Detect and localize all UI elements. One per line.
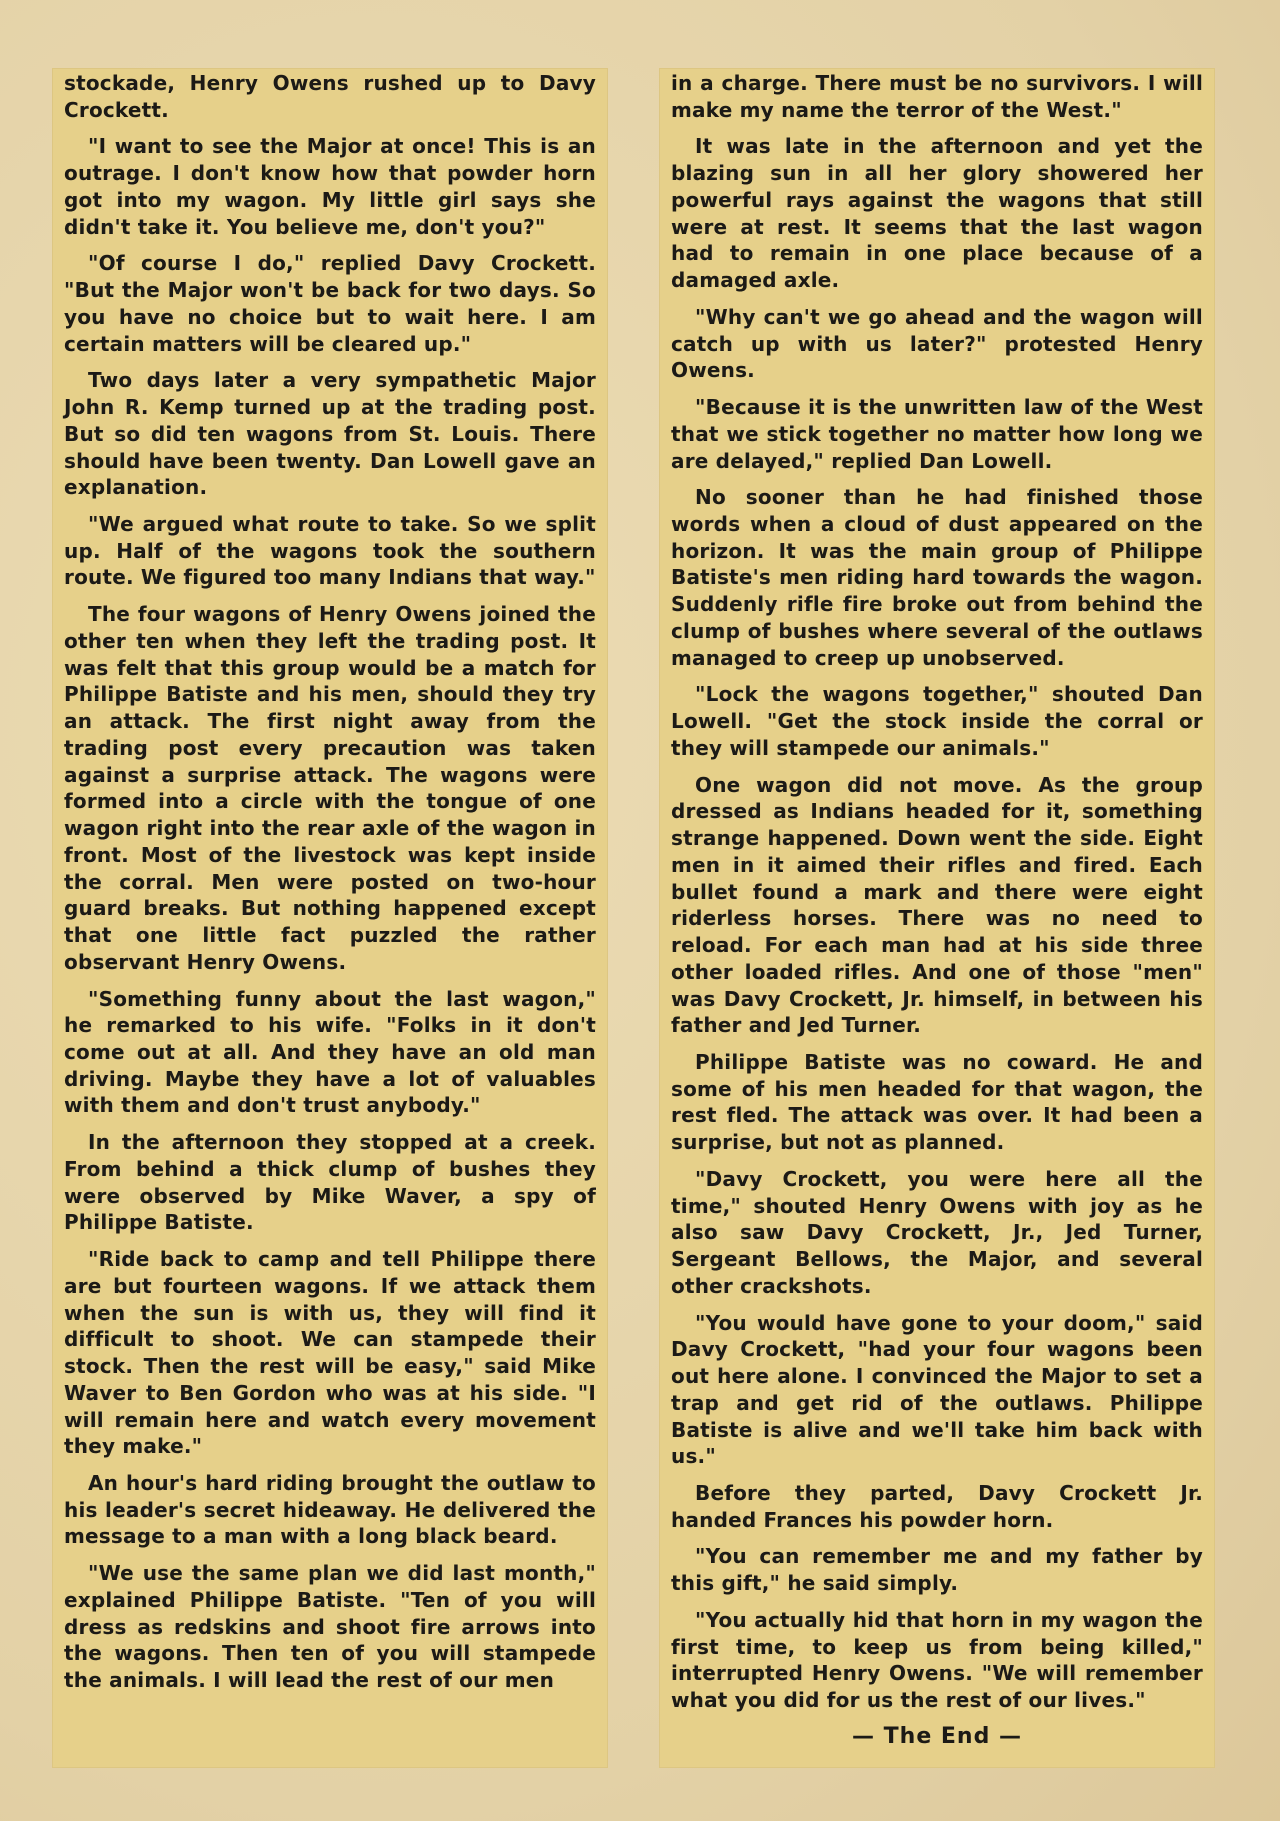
the-end-mark: — The End — xyxy=(851,1723,1022,1749)
paragraph: "Davy Crockett, you were here all the time," shouted Henry Owens with joy as he also saw Davy Crockett, Jr., Jed Turner, Sergeant Bellows, the Major, and several other crackshots. xyxy=(671,1166,1203,1298)
paragraph: "Ride back to camp and tell Philippe there are but fourteen wagons. If we attack them when the sun is with us, they will find it difficult to shoot. We can stampede their stock. Then the rest will be easy," said Mike Waver to Ben Gordon who was at his side. "I will remain here and watch every movement they make." xyxy=(64,1247,596,1459)
left-text-column xyxy=(52,68,608,1768)
paragraph: "Why can't we go ahead and the wagon will catch up with us later?" protested Henry Owens. xyxy=(671,304,1203,383)
paragraph: "Of course I do," replied Davy Crockett. "But the Major won't be back for two days. So you have no choice but to wait here. I am certain matters will be cleared up." xyxy=(64,251,596,356)
paragraph: An hour's hard riding brought the outlaw to his leader's secret hideaway. He delivered the message to a man with a long black beard. xyxy=(64,1470,596,1549)
paragraph: Philippe Batiste was no coward. He and some of his men headed for that wagon, the rest fled. The attack was over. It had been a surprise, but not as planned. xyxy=(671,1049,1203,1155)
right-text-column xyxy=(659,68,1215,1768)
paragraph: "Something funny about the last wagon," he remarked to his wife. "Folks in it don't come out at all. And they have an old man driving. Maybe they have a lot of valuables with them and don't trust anybody." xyxy=(64,986,596,1118)
paragraph: One wagon did not move. As the group dressed as Indians headed for it, something strange happened. Down went the side. Eight men in it aimed their rifles and fired. Each bullet found a mark and there were eight riderless horses. There was no need to reload. For each man had at his side three other loaded rifles. And one of those "men" was Davy Crockett, Jr. himself, in between his father and Jed Turner. xyxy=(671,772,1203,1038)
paragraph: It was late in the afternoon and yet the blazing sun in all her glory showered her powerful rays against the wagons that still were at rest. It seems that the last wagon had to remain in one place because of a damaged axle. xyxy=(671,134,1203,293)
paragraph: "Because it is the unwritten law of the West that we stick together no matter how long we are delayed," replied Dan Lowell. xyxy=(671,395,1203,473)
paragraph: "Lock the wagons together," shouted Dan Lowell. "Get the stock inside the corral or they will stampede our animals." xyxy=(671,682,1203,760)
paragraph: stockade, Henry Owens rushed up to Davy Crockett. xyxy=(64,71,596,122)
paragraph: Before they parted, Davy Crockett Jr. handed Frances his powder horn. xyxy=(671,1480,1203,1532)
paragraph: No sooner than he had finished those words when a cloud of dust appeared on the horizon. It was the main group of Philippe Batiste's men riding hard towards the wagon. Suddenly rifle fire broke out from behind the clump of bushes where several of the outlaws managed to creep up unobserved. xyxy=(671,485,1203,670)
paragraph: "You would have gone to your doom," said Davy Crockett, "had your four wagons been out here alone. I convinced the Major to set a trap and get rid of the outlaws. Philippe Batiste is alive and we'll take him back with us." xyxy=(671,1310,1203,1469)
paragraph: in a charge. There must be no survivors. I will make my name the terror of the West." xyxy=(671,71,1203,122)
left-column-text xyxy=(52,68,608,1704)
right-column-text xyxy=(659,68,1215,1751)
paragraph: "You can remember me and my father by this gift," he said simply. xyxy=(671,1544,1203,1596)
paragraph: "We use the same plan we did last month," explained Philippe Batiste. "Ten of you will dress as redskins and shoot fire arrows into the wagons. Then ten of you will stampede the animals. I will lead the rest of our men xyxy=(64,1561,596,1693)
paragraph: The four wagons of Henry Owens joined the other ten when they left the trading post. It was felt that this group would be a match for Philippe Batiste and his men, should they try an attack. The first night away from the trading post every precaution was taken against a surprise attack. The wagons were formed into a circle with the tongue of one wagon right into the rear axle of the wagon in front. Most of the livestock was kept inside the corral. Men were posted on two-hour guard breaks. But nothing happened except that one little fact puzzled the rather observant Henry Owens. xyxy=(64,602,596,974)
paragraph: Two days later a very sympathetic Major John R. Kemp turned up at the trading post. But so did ten wagons from St. Louis. There should have been twenty. Dan Lowell gave an explanation. xyxy=(64,368,596,500)
paragraph: In the afternoon they stopped at a creek. From behind a thick clump of bushes they were observed by Mike Waver, a spy of Philippe Batiste. xyxy=(64,1130,596,1235)
paragraph: "I want to see the Major at once! This is an outrage. I don't know how that powder horn got into my wagon. My little girl says she didn't take it. You believe me, don't you?" xyxy=(64,134,596,239)
paragraph: "You actually hid that horn in my wagon the first time, to keep us from being killed," interrupted Henry Owens. "We will remember what you did for us the rest of our lives." xyxy=(671,1607,1203,1713)
paragraph: "We argued what route to take. So we split up. Half of the wagons took the southern route. We figured too many Indians that way." xyxy=(64,512,596,590)
